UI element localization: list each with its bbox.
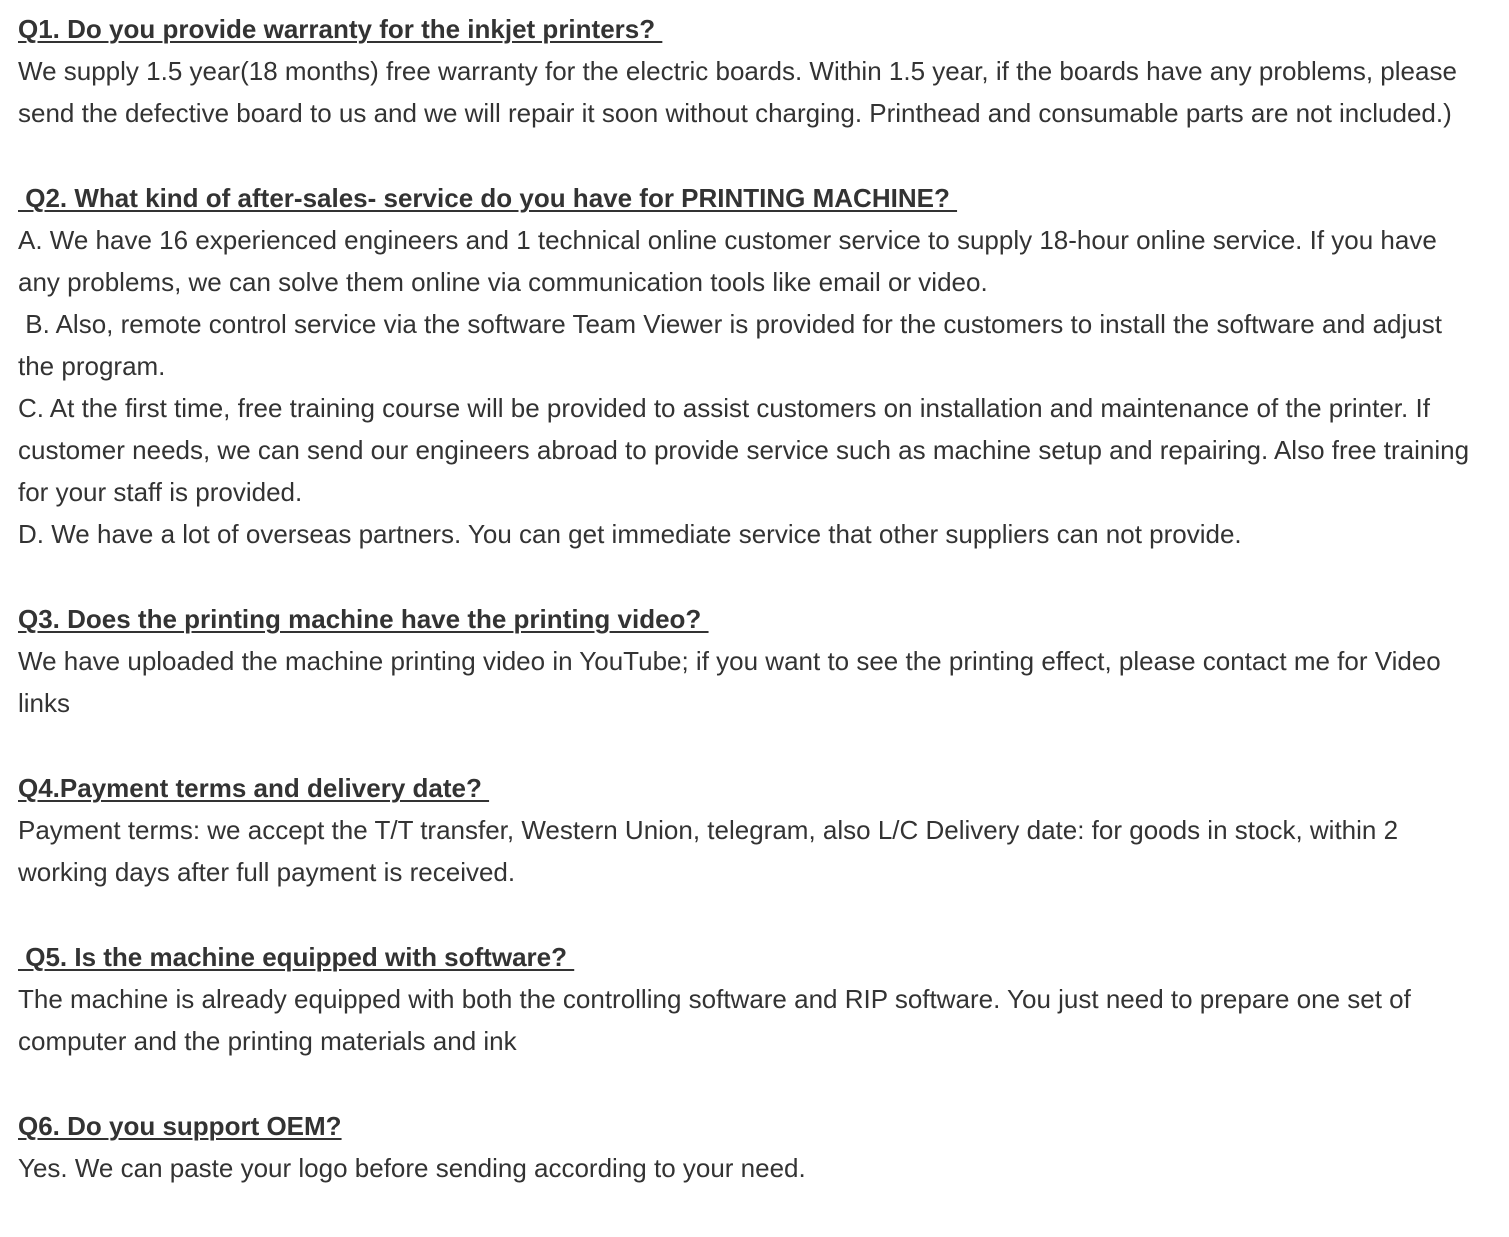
answer-paragraph: Yes. We can paste your logo before sending according to your need. xyxy=(18,1153,806,1183)
answer-paragraph: C. At the first time, free training course will be provided to assist customers on installation and maintenance of the printer. If customer needs, we can send our engineers abroad to provide service such as machine setup and repairing. Also free training for your staff is provided. xyxy=(18,393,1477,507)
faq-item-q5 xyxy=(18,936,1484,1062)
faq-item-q1 xyxy=(18,8,1484,134)
answer-paragraph: B. Also, remote control service via the software Team Viewer is provided for the customers to install the software and adjust the program. xyxy=(18,309,1450,381)
question-heading: Q2. What kind of after-sales- service do you have for PRINTING MACHINE? xyxy=(18,183,958,213)
answer-paragraph: Payment terms: we accept the T/T transfer, Western Union, telegram, also L/C Delivery date: for goods in stock, within 2 working days after full payment is received. xyxy=(18,815,1406,887)
faq-item-q4 xyxy=(18,767,1484,893)
faq-item-q6 xyxy=(18,1105,1484,1189)
answer-paragraph: D. We have a lot of overseas partners. You can get immediate service that other suppliers can not provide. xyxy=(18,519,1242,549)
question-heading: Q4.Payment terms and delivery date? xyxy=(18,773,490,803)
question-heading: Q1. Do you provide warranty for the inkjet printers? xyxy=(18,14,663,44)
answer-paragraph: We have uploaded the machine printing video in YouTube; if you want to see the printing effect, please contact me for Video links xyxy=(18,646,1448,718)
answer-paragraph: The machine is already equipped with both the controlling software and RIP software. You just need to prepare one set of computer and the printing materials and ink xyxy=(18,984,1419,1056)
faq-item-q3 xyxy=(18,598,1484,724)
question-heading: Q6. Do you support OEM? xyxy=(18,1111,342,1141)
answer-paragraph: A. We have 16 experienced engineers and 1 technical online customer service to supply 18-hour online service. If you have any problems, we can solve them online via communication tools like email or video. xyxy=(18,225,1445,297)
answer-paragraph: We supply 1.5 year(18 months) free warranty for the electric boards. Within 1.5 year, if the boards have any problems, please send the defective board to us and we will repair it soon without charging. Printhead and consumable parts are not included.) xyxy=(18,56,1465,128)
question-heading: Q5. Is the machine equipped with software? xyxy=(18,942,575,972)
question-heading: Q3. Does the printing machine have the printing video? xyxy=(18,604,709,634)
faq-item-q2 xyxy=(18,177,1484,555)
